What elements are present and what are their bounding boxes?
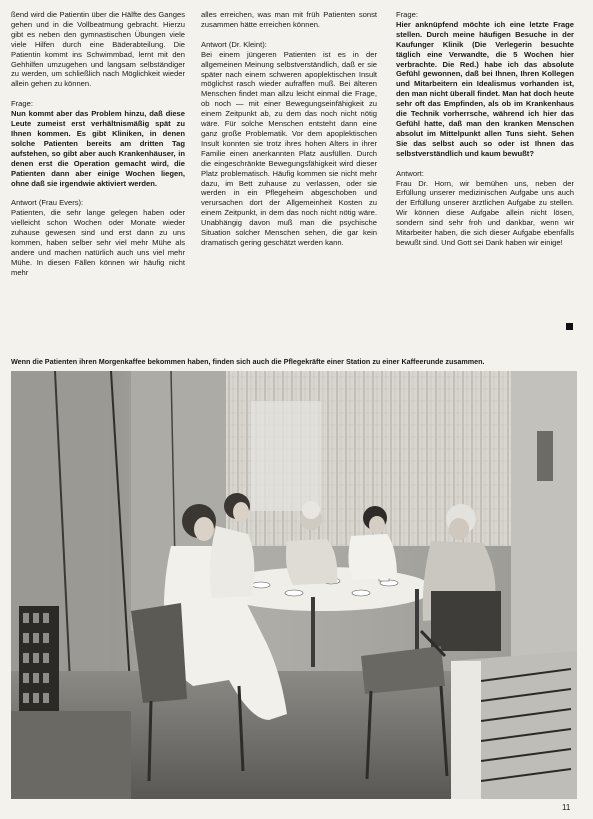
question-text: Hier anknüpfend möchte ich eine letzte Frage stellen. Durch meine häufigen Besuche in der Kaufunger Klinik (Die Verlegerin besuchte täglich eine Verwandte, die 5 Wochen hier verbrachte. Die Red.) habe ich das absolute Gefühl gewonnen, daß bei Ihnen, Ihren Kollegen und Mitarbeitern ein Idealismus vorhanden ist, den man nicht überall findet. Man hat doch heute sehr oft das Empfinden, als ob im Krankenhaus die Technik vorherrsche, während ich hier das Gefühl hatte, daß man den kranken Menschen absolut im Mittelpunkt allen Tuns sieht. Sehen Sie das selbst auch so oder ist Ihnen das selbstverständlich und kaum bewußt? (396, 19, 574, 158)
photo-nurses-coffee-break (11, 371, 577, 799)
photo-caption: Wenn die Patienten ihren Morgenkaffee bekommen haben, finden sich auch die Pflegekräfte einer Station zu einer Kaffeerunde zusammen. (11, 357, 485, 366)
answer-text: Frau Dr. Horn, wir bemühen uns, neben der Erfüllung unserer medizinischen Aufgabe uns auch der Erfüllung unserer ärztlichen Aufgabe zu stellen. Wir können diese Aufgabe allein nicht lösen, sondern sind sehr froh und dankbar, wenn wir Mitarbeiter haben, die sich dieser Aufgabe ebenfalls bewußt sind. Und Gott sei Dank haben wir einige! (396, 178, 574, 247)
question-label: Frage: (396, 10, 418, 19)
question-label: Frage: (11, 99, 33, 109)
answer-label: Antwort (Frau Evers): (11, 198, 84, 208)
page-number: 11 (562, 803, 571, 812)
article-end-mark (566, 323, 573, 330)
text-column-1 (11, 10, 185, 335)
text-column-2 (201, 10, 377, 335)
question-text: Nun kommt aber das Problem hinzu, daß diese Leute zumeist erst verhältnismäßig spät zu Ihnen kommen. Es gibt Kliniken, in denen solche Patienten bereits am dritten Tag aufstehen, so gibt aber auch Krankenhäuser, in denen erst die Operation gemacht wird, die Patienten dann aber einige Wochen liegen, ohne daß sie irgendwie aktiviert werden. (11, 109, 185, 188)
column2-intro: alles erreichen, was man mit früh Patienten sonst zusammen hätte erreichen können. (201, 10, 377, 29)
text-column-3 (396, 10, 574, 335)
answer-text: Bei einem jüngeren Patienten ist es in der allgemeinen Meinung selbstverständlich, daß er sie später nach einem schweren apoplektischen Insult möglichst rasch wieder aufraffen muß. Bei älteren Menschen findet man allzu leicht einmal die Frage, ob noch — mit einer Bewegungseinfähigkeit zu einem Zeitpunkt ab, zu dem das noch nicht nötig wäre. Für solche Menschen entsteht dann eine ganz große Problematik. Vor dem apoplektischen Insult konnten sie trotz ihres hohen Alters in ihrer Familie einen anerkannten Platz ausfüllen. Durch die eingeschränkte Bewegungsfähigkeit wird dieser Platz problematisch. Häufig kommen sie nicht mehr dazu, im Bett zuhause zu verlassen, oder sie werden in ein Pflegeheim abgeschoben und verursachen dort der Allgemeinheit Kosten zu einem Zeitpunkt, in dem das noch nicht nötig wäre. Unabhängig davon muß man die psychische Situation solcher Menschen sehen, die gar kein dramatisch gering geschätzt werden kann. (201, 49, 377, 247)
answer-text: Patienten, die sehr lange gelegen haben oder vielleicht schon Wochen oder Monate wieder zuhause gewesen sind und erst dann zu uns kommen, haben selber sehr viel mehr Mühe als andere und machen natürlich auch uns viel mehr Mühe. In diesen Fällen können wir häufig nicht mehr (11, 208, 185, 277)
column1-intro: ßend wird die Patientin über die Hälfte des Ganges gehen und in die Vollbeatmung gebracht. Hierzu gibt es neben den gymnastischen Übungen viele viele Hilfen durch eine Bäderabteilung. Die Patientin kommt ins Schwimmbad, lernt mit den Gehhilfen umzugehen und langsam selbständiger zu werden, um schließlich nach Möglichkeit wieder allein gehen zu können. (11, 10, 185, 89)
answer-label: Antwort (Dr. Kleint): (201, 39, 267, 49)
answer-label: Antwort: (396, 168, 424, 178)
